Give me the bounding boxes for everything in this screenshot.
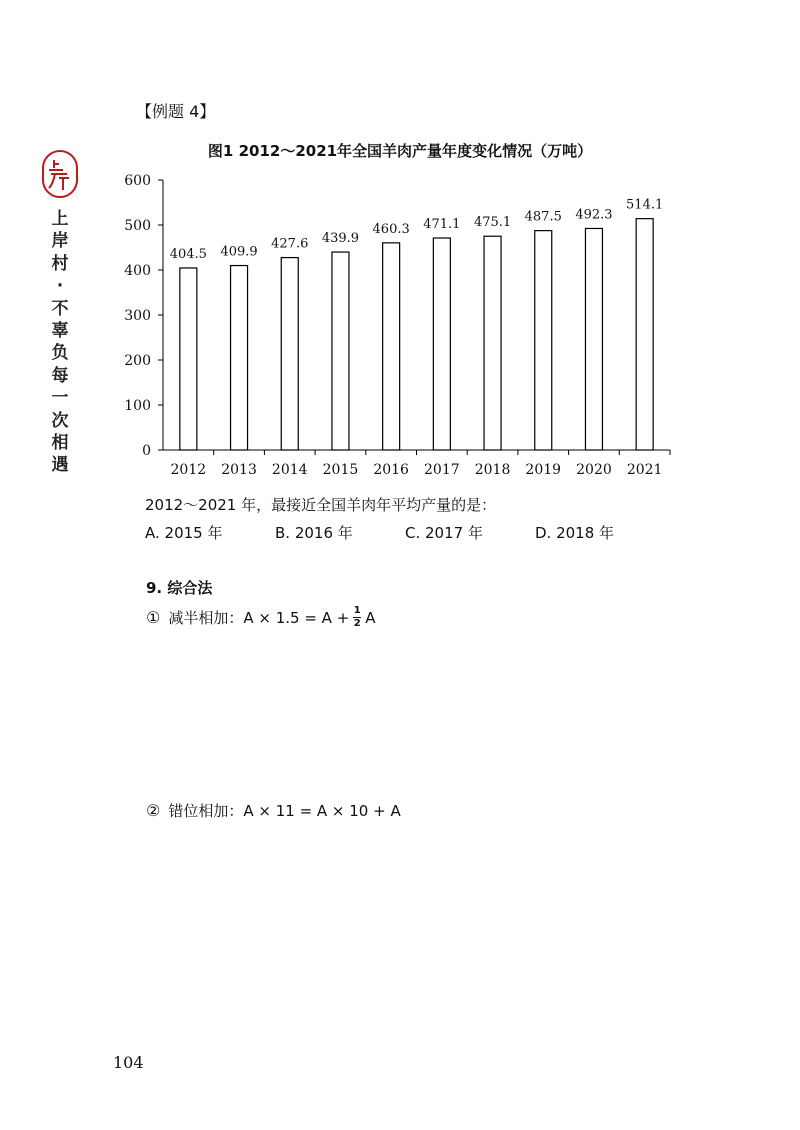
bar-2020	[585, 228, 602, 450]
y-tick-label: 200	[124, 353, 151, 369]
x-tick-label-2014: 2014	[271, 462, 308, 478]
method-2-number: ②	[146, 801, 161, 820]
data-label-2016: 460.3	[372, 221, 410, 237]
y-tick-label: 500	[124, 218, 151, 234]
x-tick-label-2015: 2015	[322, 462, 359, 478]
vertical-slogan: 上岸村·不辜负每一次相遇	[51, 209, 69, 476]
chart-title: 图1 2012～2021年全国羊肉产量年度变化情况（万吨）	[207, 142, 593, 160]
y-tick-label: 100	[124, 398, 151, 414]
fraction-denominator: 2	[353, 618, 361, 629]
x-tick-label-2016: 2016	[373, 462, 409, 478]
method-1-number: ①	[146, 608, 161, 627]
bar-chart	[0, 165, 800, 485]
data-label-2015: 439.9	[321, 231, 360, 247]
method-1	[146, 606, 376, 629]
x-tick-label-2017: 2017	[424, 462, 460, 478]
data-label-2014: 427.6	[271, 236, 309, 252]
option-a[interactable]: A. 2015 年	[145, 524, 223, 542]
data-label-2012: 404.5	[169, 246, 207, 262]
y-tick-label: 0	[142, 443, 151, 459]
question-text: 2012～2021 年，最接近全国羊肉年平均产量的是：	[145, 496, 497, 514]
data-label-2019: 487.5	[524, 209, 562, 225]
fraction-numerator: 1	[353, 605, 361, 616]
x-tick-label-2019: 2019	[525, 462, 562, 478]
data-label-2020: 492.3	[575, 207, 613, 223]
method-2	[146, 800, 401, 821]
method-1-text: 减半相加：A × 1.5 = A +	[168, 609, 350, 627]
method-1-tail: A	[365, 608, 376, 627]
x-tick-label-2021: 2021	[626, 462, 663, 478]
bar-2012	[180, 268, 197, 450]
bar-2016	[383, 243, 400, 450]
method-2-text: 错位相加：A × 11 = A × 10 + A	[168, 802, 401, 820]
fraction-one-half	[353, 606, 361, 629]
bar-2015	[332, 252, 349, 450]
x-tick-label-2013: 2013	[221, 462, 257, 478]
y-tick-label: 400	[124, 263, 151, 279]
bar-2021	[636, 219, 653, 450]
bar-2014	[281, 258, 298, 450]
option-b[interactable]: B. 2016 年	[275, 524, 353, 542]
bar-2018	[484, 236, 501, 450]
data-label-2018: 475.1	[473, 215, 512, 231]
x-tick-label-2018: 2018	[474, 462, 511, 478]
data-label-2021: 514.1	[626, 197, 664, 213]
page-number: 104	[113, 1053, 144, 1072]
bar-2019	[535, 231, 552, 450]
bar-2013	[231, 266, 248, 450]
x-tick-label-2012: 2012	[170, 462, 207, 478]
data-label-2013: 409.9	[220, 244, 258, 260]
x-tick-label-2020: 2020	[576, 462, 612, 478]
y-tick-label: 300	[124, 308, 151, 324]
section-heading: 9. 综合法	[146, 579, 213, 597]
y-tick-label: 600	[124, 173, 151, 189]
answer-options	[145, 522, 705, 546]
bar-2017	[433, 238, 450, 450]
data-label-2017: 471.1	[423, 217, 461, 233]
option-c[interactable]: C. 2017 年	[405, 524, 483, 542]
example-label: 【例题 4】	[136, 102, 216, 121]
option-d[interactable]: D. 2018 年	[535, 524, 615, 542]
